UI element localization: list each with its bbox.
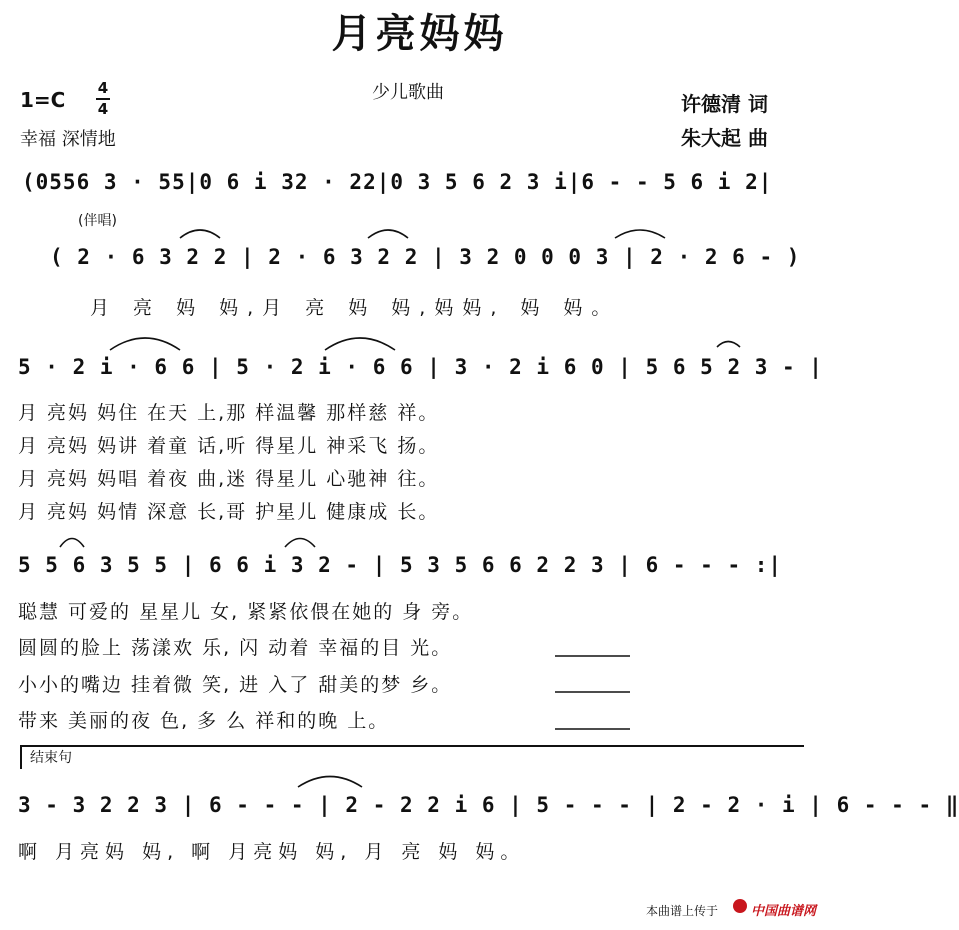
slur-mark [180,230,220,238]
verse1-lyrics-4: 月 亮妈 妈情 深意 长,哥 护星儿 健康成 长。 [18,501,440,523]
site-logo-icon [733,899,747,913]
site-logo-text: 中国曲谱网 [751,904,817,919]
tempo-marking: 幸福 深情地 [20,129,116,150]
verse2-lyrics-3: 小小的嘴边 挂着微 笑, 进 入了 甜美的梦 乡。 [18,674,453,696]
slur-mark [717,342,740,348]
chorus-notes: ( 2 · 6 3 2 2 | 2 · 6 3 2 2 | 3 2 0 0 0 3 | 2 · 2 6 - ) [50,245,801,269]
chorus-label: (伴唱) [78,213,117,229]
verse1-notes: 5 · 2 i · 6 6 | 5 · 2 i · 6 6 | 3 · 2 i 6 0 | 5 6 5 2 3 - | [18,355,823,379]
slur-mark [110,338,180,350]
lyricist-credit: 许德清 词 [681,92,768,116]
slur-mark [615,230,665,238]
slur-mark [325,338,395,350]
verse1-lyrics-1: 月 亮妈 妈住 在天 上,那 样温馨 那样慈 祥。 [18,402,440,424]
verse1-lyrics-2: 月 亮妈 妈讲 着童 话,听 得星儿 神采飞 扬。 [18,435,440,457]
ending-notes: 3 - 3 2 2 3 | 6 - - - | 2 - 2 2 i 6 | 5 - - - | 2 - 2 · i | 6 - - - ‖ [18,793,959,817]
time-signature-top: 4 [97,79,109,97]
slur-mark [60,539,84,548]
composer-credit: 朱大起 曲 [681,126,768,150]
slur-mark [298,777,362,788]
time-signature-bottom: 4 [97,100,109,118]
slur-mark [368,230,408,238]
ending-label: 结束句 [30,750,72,766]
verse2-lyrics-4: 带来 美丽的夜 色, 多 么 祥和的晚 上。 [18,710,390,732]
footer-note: 本曲谱上传于 [646,904,719,918]
verse2-lyrics-1: 聪慧 可爱的 星星儿 女, 紧紧依偎在她的 身 旁。 [18,601,474,623]
key-signature: 1=C [20,88,66,112]
intro-notes: (0556 3 · 55|0 6 i 32 · 22|0 3 5 6 2 3 i|6 - - 5 6 i 2| [22,170,773,194]
slur-mark [285,539,315,548]
verse2-notes: 5 5 6 3 5 5 | 6 6 i 3 2 - | 5 3 5 6 6 2 2 3 | 6 - - - :| [18,553,783,577]
chorus-lyrics: 月 亮 妈 妈,月 亮 妈 妈,妈妈, 妈 妈。 [90,297,620,319]
song-genre: 少儿歌曲 [372,82,444,103]
song-title: 月亮妈妈 [331,11,508,57]
verse1-lyrics-3: 月 亮妈 妈唱 着夜 曲,迷 得星儿 心驰神 往。 [18,468,440,490]
ending-lyrics: 啊 月亮妈 妈, 啊 月亮妈 妈, 月 亮 妈 妈。 [18,841,526,863]
verse2-lyrics-2: 圆圆的脸上 荡漾欢 乐, 闪 动着 幸福的目 光。 [18,637,453,659]
